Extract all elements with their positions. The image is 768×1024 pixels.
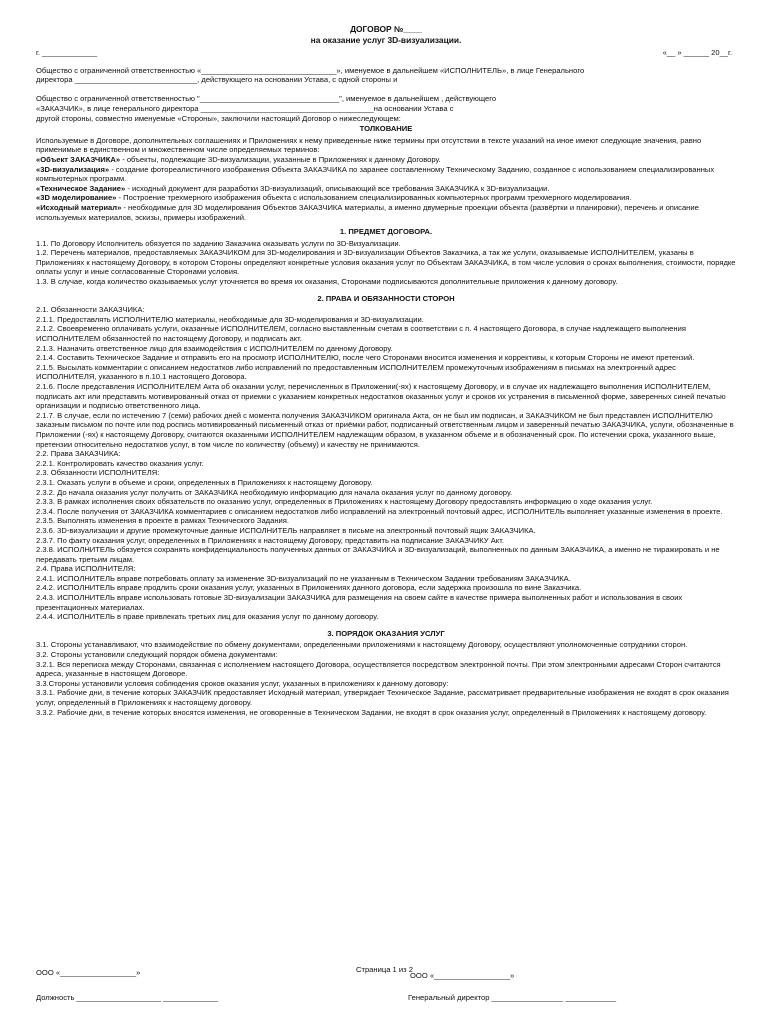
clause: 3.2.1. Вся переписка между Сторонами, связанная с исполнением настоящего Договора, осуществляется посредством электронной почты. При этом электронными адресами Сторон считаются адреса, указанные в настоящем Договоре. (36, 659, 721, 679)
clause: 2.1.2. Своевременно оплачивать услуги, оказанные ИСПОЛНИТЕЛЕМ, согласно выставленным счетам в соответствии с п. 4 настоящего Договора, в случае надлежащего выполнения ИСПОЛНИТЕЛЕМ обязанностей по настоящему Договору, и подписать акт. (36, 324, 686, 344)
intro-line: Общество с ограниченной ответственностью «________________________________», именуемое в дальнейшем «ИСПОЛНИТЕЛЬ», в лице Генерального (36, 65, 585, 75)
clause: 2.1.6. После представления ИСПОЛНИТЕЛЕМ Акта об оказании услуг, перечисленных в Приложении(-ях) к настоящему Договору, и в случае их надлежащего выполнения ИСПОЛНИТЕЛЕМ, подписать акт или представить мотивированный отказ от приемки с указанием конкретных недостатков оказанных услуг и сроков их устранения в письменной форме, заверенных синей печатью организации и подписью ответственного лица. (36, 382, 726, 411)
term-item (36, 203, 736, 222)
clause: 2.3.6. 3D-визуализации и другие промежуточные данные ИСПОЛНИТЕЛЬ направляет в письме на электронный почтовый ящик ЗАКАЗЧИКА. (36, 525, 536, 535)
section-3-heading: 3. ПОРЯДОК ОКАЗАНИЯ УСЛУГ (327, 628, 445, 638)
clause: 2.4.1. ИСПОЛНИТЕЛЬ вправе потребовать оплату за изменение 3D-визуализаций по не указанным в Техническом Задании требованиям ЗАКАЗЧИКА. (36, 573, 571, 583)
clause: 2.1.5. Высылать комментарии с описанием недостатков либо исправлений по предоставленным ИСПОЛНИТЕЛЕМ промежуточным изображениям в письмах на электронный адрес ИСПОЛНИТЕЛЯ, указанного в п.10.1 настоящего Договора. (36, 362, 676, 382)
parties-intro (36, 66, 736, 124)
term-text: - объекты, подлежащие 3D-визуализации, указанные в Приложениях к данному Договору. (120, 154, 441, 164)
term-item (36, 165, 736, 184)
left-position-signature: Должность ____________________ _____________ (36, 993, 219, 1002)
clause: 1.1. По Договору Исполнитель обязуется по заданию Заказчика оказывать услуги по 3D-Визуализации. (36, 238, 401, 248)
intro-line: «ЗАКАЗЧИК», в лице генерального директора _________________________________________на основании Устава с (36, 103, 454, 113)
left-org-signature: ООО «__________________» (36, 968, 141, 977)
clause: 3.3.1. Рабочие дни, в течение которых ЗАКАЗЧИК предоставляет Исходный материал, утверждает Техническое Задание, рассматривает предварительные изображения не входят в срок оказания услуг, определенный в Приложениях к настоящему договору. (36, 688, 729, 707)
section-3-body (36, 640, 736, 717)
intro-line: директора _____________________________, действующего на основании Устава, с одной стороны и (36, 75, 398, 85)
right-org-signature: ООО «__________________» (410, 971, 515, 980)
interpretation-lead: Используемые в Договоре, дополнительных соглашениях и Приложениях к нему приведенные ниже термины при отсутствии в тексте указаний на иное имеют следующие значения, равно применимые в единственном и множественном числе определяемых терминов: (36, 135, 702, 155)
section-2-heading: 2. ПРАВА И ОБЯЗАННОСТИ СТОРОН (317, 293, 455, 303)
term-text: - создание фотореалистичного изображения Объекта ЗАКАЗЧИКА по заранее составленному Техническому Заданию, созданное с использованием специализированных компьютерных программ. (36, 164, 715, 184)
city-field: г. _____________ (36, 48, 97, 57)
terms-list (36, 155, 736, 222)
intro-line: Общество с ограниченной ответственностью "_________________________________", именуемое в дальнейшем , действующего (36, 94, 497, 104)
clause: 2.3.8. ИСПОЛНИТЕЛЬ обязуется сохранять конфиденциальность полученных данных от ЗАКАЗЧИКА и 3D-визуализаций, выполненных по данным ЗАКАЗЧИКА, а именно не тиражировать и не передавать третьим лицам. (36, 545, 720, 564)
clause: 2.1.1. Предоставлять ИСПОЛНИТЕЛЮ материалы, необходимые для 3D-моделирования и 3D-визуализации. (36, 314, 424, 324)
term-item (36, 193, 736, 203)
clause: 2.1.7. В случае, если по истечению 7 (семи) рабочих дней с момента получения ЗАКАЗЧИКОМ оригинала Акта, он не был им подписан, и ЗАКАЗЧИКОМ не был представлен ИСПОЛНИТЕЛЮ заказным письмом по почте или под роспись мотивированный письменный отказ от приёмки работ, подписанный ответственным лицом и заверенный печатью ЗАКАЗЧИКА, услуги, обозначенные в Приложении (-ях) к настоящему Договору, считаются оказанными ИСПОЛНИТЕЛЕМ надлежащим образом, в указанном объеме и в обозначенный срок. По истечении срока, указанного выше, претензии относительно недостатков услуг, в том числе по количеству (объему) и качеству не принимаются. (36, 410, 734, 449)
clause: 2.3.4. После получения от ЗАКАЗЧИКА комментариев с описанием недостатков либо исправлений на электронный почтовый адрес, ИСПОЛНИТЕЛЬ выполняет указанные изменения в проекте. (36, 506, 723, 516)
clause: 2.3.5. Выполнять изменения в проекте в рамках Технического Задания. (36, 516, 289, 526)
term-name: «3D-визуализация» (36, 164, 110, 174)
term-name: «Исходный материал» (36, 202, 122, 212)
clause: 1.3. В случае, когда количество оказываемых услуг уточняется во время их оказания, Сторонами подписываются дополнительные приложения к данному договору. (36, 277, 618, 287)
clause: 2.1.3. Назначить ответственное лицо для взаимодействия с ИСПОЛНИТЕЛЕМ по данному Договору. (36, 343, 393, 353)
section-1-body (36, 239, 736, 287)
clause: 3.3.2. Рабочие дни, в течение которых вносятся изменения, не оговоренные в Техническом Задании, не входят в срок оказания услуг, определенный в Приложениях к настоящему договору. (36, 707, 707, 717)
city-date-line (36, 48, 736, 58)
clause: 3.2. Стороны установили следующий порядок обмена документами: (36, 650, 278, 660)
clause: 1.2. Перечень материалов, предоставляемых ЗАКАЗЧИКОМ для 3D-моделирования и 3D-визуализации Объектов Заказчика, а так же услуги, оказываемые ИСПОЛНИТЕЛЕМ, указаны в Приложениях к настоящему Договору, в котором Стороны определяют конкретные условия оказания услуг по Объектам ЗАКАЗЧИКА, в том числе условия о сроках выполнения, стоимости, порядке оплаты услуг и иные согласованные Сторонами условия. (36, 248, 736, 277)
clause: 3.3.Стороны установили условия соблюдения сроков оказания услуг, указанных в приложениях к данному договору: (36, 678, 449, 688)
clause: 2.4.4. ИСПОЛНИТЕЛЬ в праве привлекать третьих лиц для оказания услуг по данному договору. (36, 612, 379, 622)
clause: 2.3.7. По факту оказания услуг, определенных в Приложениях к настоящему Договору, представить на подписание ЗАКАЗЧИКУ Акт. (36, 535, 504, 545)
clause: 2.1. Обязанности ЗАКАЗЧИКА: (36, 305, 145, 315)
page-number: Страница 1 из 2 (356, 965, 413, 974)
clause: 2.4.2. ИСПОЛНИТЕЛЬ вправе продлить сроки оказания услуг, указанных в Приложениях данного договора, если задержка произошла по вине Заказчика. (36, 583, 582, 593)
term-name: «Объект ЗАКАЗЧИКА» (36, 154, 121, 164)
term-name: «Техническое Задание» (36, 183, 126, 193)
term-text: - Построение трехмерного изображения объекта с использованием специализированных компьютерных программ трехмерного моделирования. (116, 193, 632, 203)
term-name: «3D моделирование» (36, 193, 117, 203)
right-position-signature: Генеральный директор _________________ ____________ (408, 993, 617, 1002)
intro-line: другой стороны, совместно именуемые «Стороны», заключили настоящий Договор о нижеследующем: (36, 113, 401, 123)
clause: 2.3.3. В рамках исполнения своих обязательств по оказанию услуг, определенных в Приложениях к настоящему Договору предоставлять информацию о ходе оказания услуг. (36, 497, 653, 507)
clause: 2.4. Права ИСПОЛНИТЕЛЯ: (36, 564, 136, 574)
term-text: - необходимые для 3D моделирования Объектов ЗАКАЗЧИКА материалы, а именно двумерные проекции объекта (развёртки и планировки), перечень и описание используемых материалов, эскизы, примеры изображений. (36, 202, 699, 222)
clause: 2.2.1. Контролировать качество оказания услуг. (36, 458, 204, 468)
term-text: - исходный документ для разработки 3D-визуализаций, описывающий все требования ЗАКАЗЧИКА к 3D-визуализации. (125, 183, 550, 193)
clause: 2.1.4. Составить Техническое Задание и отправить его на просмотр ИСПОЛНИТЕЛЮ, после чего Сторонами вносится изменения и коррективы, к которым Стороны не имеют претензий. (36, 353, 695, 363)
document-title: ДОГОВОР №____ (350, 24, 422, 34)
term-item (36, 184, 736, 194)
clause: 2.3. Обязанности ИСПОЛНИТЕЛЯ: (36, 468, 160, 478)
contract-body (36, 24, 736, 717)
document-subtitle: на оказание услуг 3D-визуализации. (310, 35, 462, 45)
clause: 2.3.1. Оказать услуги в объеме и сроки, определенных в Приложениях к настоящему Договору. (36, 477, 373, 487)
section-1-heading: 1. ПРЕДМЕТ ДОГОВОРА. (339, 227, 433, 237)
intro-line (36, 85, 736, 95)
term-item (36, 155, 736, 165)
clause: 3.1. Стороны устанавливают, что взаимодействие по обмену документами, определенными приложениями к настоящему Договору, осуществляют уполномоченные сотрудники сторон. (36, 640, 688, 650)
clause: 2.2. Права ЗАКАЗЧИКА: (36, 449, 121, 459)
clause: 2.4.3. ИСПОЛНИТЕЛЬ вправе использовать готовые 3D-визуализации ЗАКАЗЧИКА для размещения на своем сайте в качестве примера выполненных работ и использования в своих презентационных материалах. (36, 593, 683, 612)
clause: 2.3.2. До начала оказания услуг получить от ЗАКАЗЧИКА необходимую информацию для начала оказания услуг по данному договору. (36, 487, 513, 497)
section-2-body (36, 305, 736, 622)
interpretation-heading: ТОЛКОВАНИЕ (359, 124, 413, 134)
date-field: «__ » ______ 20__г. (662, 48, 732, 57)
